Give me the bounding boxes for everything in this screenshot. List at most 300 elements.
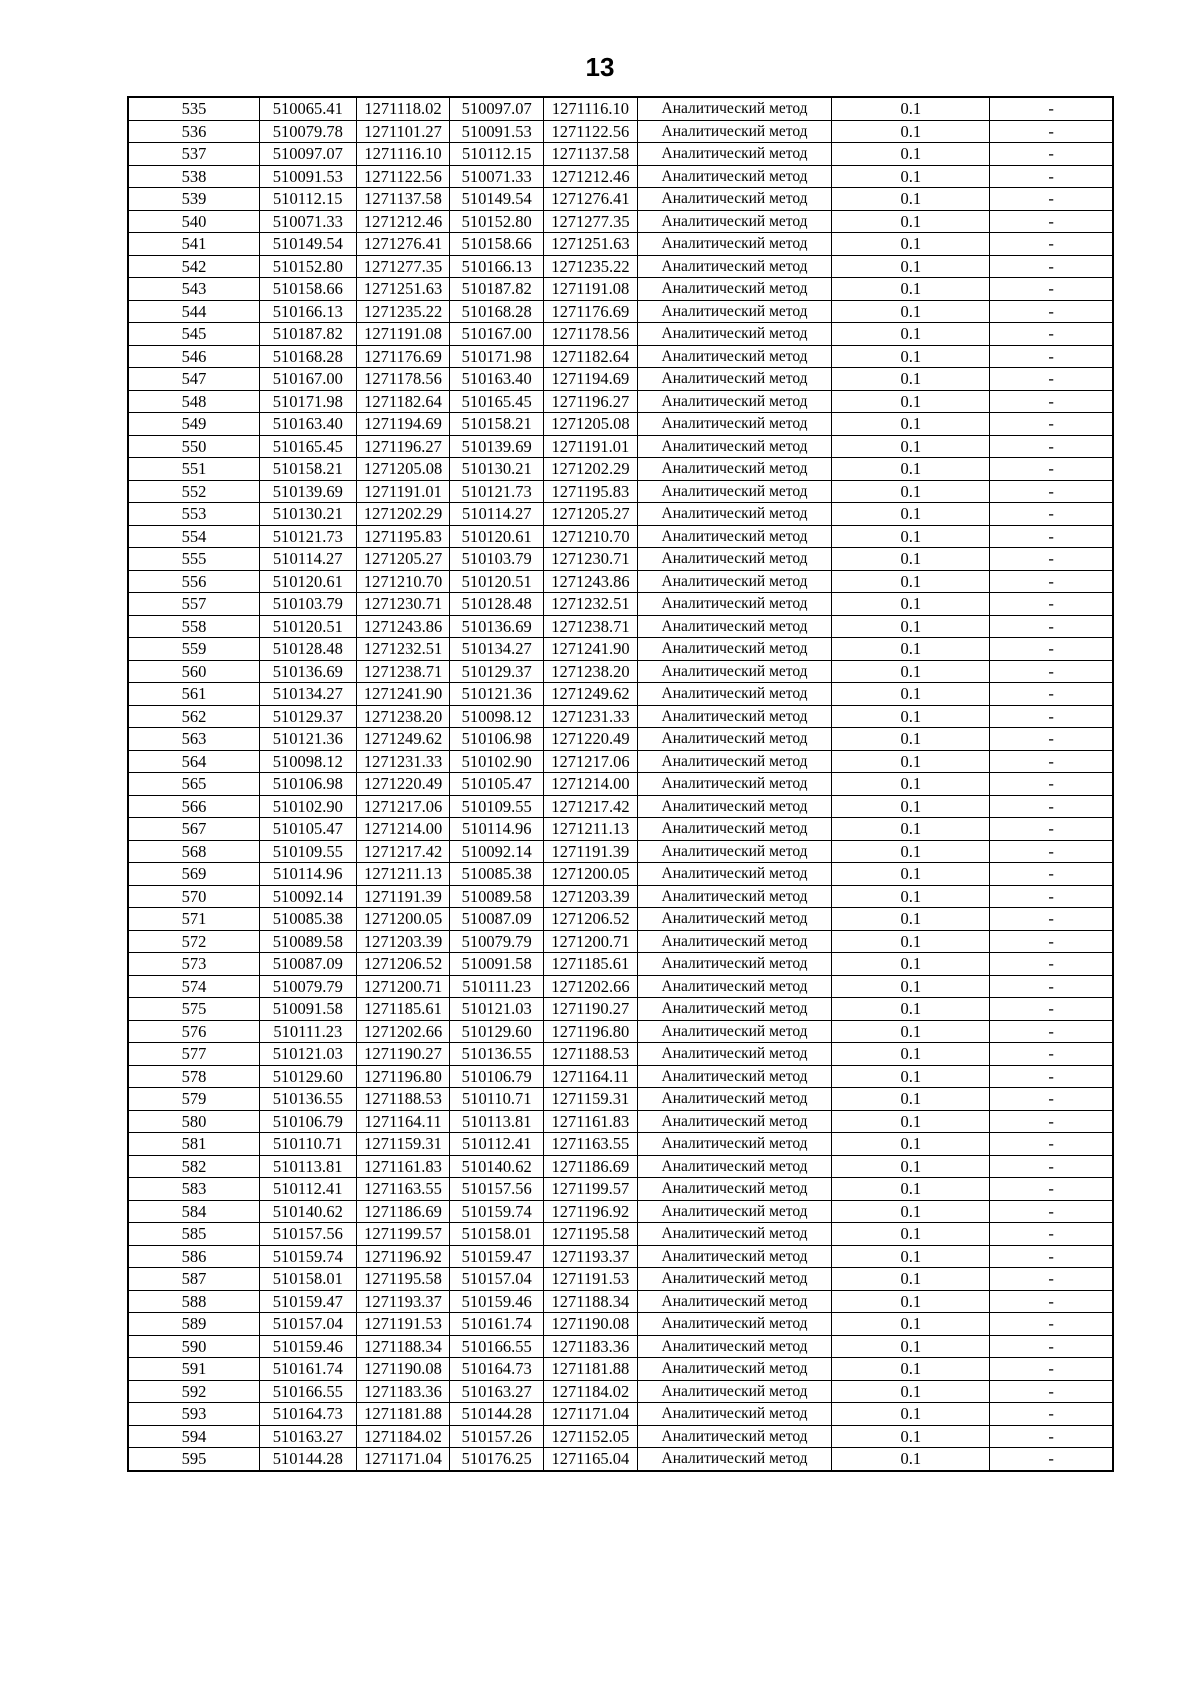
accuracy-cell: 0.1: [832, 570, 990, 593]
note-cell: -: [990, 1290, 1113, 1313]
method-cell: Аналитический метод: [637, 705, 832, 728]
point-number-cell: 559: [128, 638, 259, 661]
x-start-cell: 510103.79: [259, 593, 356, 616]
method-cell: Аналитический метод: [637, 1268, 832, 1291]
table-row: [128, 1268, 1113, 1291]
note-cell: -: [990, 840, 1113, 863]
accuracy-cell: 0.1: [832, 458, 990, 481]
y-end-cell: 1271191.39: [544, 840, 638, 863]
y-end-cell: 1271217.42: [544, 795, 638, 818]
note-cell: -: [990, 795, 1113, 818]
y-end-cell: 1271161.83: [544, 1110, 638, 1133]
method-cell: Аналитический метод: [637, 120, 832, 143]
point-number-cell: 585: [128, 1223, 259, 1246]
point-number-cell: 557: [128, 593, 259, 616]
table-row: [128, 503, 1113, 526]
x-start-cell: 510158.66: [259, 278, 356, 301]
method-cell: Аналитический метод: [637, 525, 832, 548]
method-cell: Аналитический метод: [637, 255, 832, 278]
method-cell: Аналитический метод: [637, 233, 832, 256]
y-end-cell: 1271191.01: [544, 435, 638, 458]
x-end-cell: 510098.12: [450, 705, 544, 728]
x-end-cell: 510089.58: [450, 885, 544, 908]
x-start-cell: 510089.58: [259, 930, 356, 953]
table-row: [128, 1313, 1113, 1336]
accuracy-cell: 0.1: [832, 818, 990, 841]
y-start-cell: 1271206.52: [356, 953, 450, 976]
x-end-cell: 510091.53: [450, 120, 544, 143]
x-end-cell: 510103.79: [450, 548, 544, 571]
table-row: [128, 1155, 1113, 1178]
y-end-cell: 1271205.27: [544, 503, 638, 526]
y-end-cell: 1271194.69: [544, 368, 638, 391]
x-start-cell: 510098.12: [259, 750, 356, 773]
method-cell: Аналитический метод: [637, 210, 832, 233]
point-number-cell: 539: [128, 188, 259, 211]
y-end-cell: 1271241.90: [544, 638, 638, 661]
method-cell: Аналитический метод: [637, 1245, 832, 1268]
note-cell: -: [990, 908, 1113, 931]
table-row: [128, 1290, 1113, 1313]
y-start-cell: 1271161.83: [356, 1155, 450, 1178]
point-number-cell: 544: [128, 300, 259, 323]
x-end-cell: 510166.55: [450, 1335, 544, 1358]
x-end-cell: 510087.09: [450, 908, 544, 931]
y-start-cell: 1271200.05: [356, 908, 450, 931]
table-row: [128, 413, 1113, 436]
accuracy-cell: 0.1: [832, 525, 990, 548]
x-end-cell: 510136.69: [450, 615, 544, 638]
x-end-cell: 510152.80: [450, 210, 544, 233]
x-start-cell: 510166.13: [259, 300, 356, 323]
point-number-cell: 580: [128, 1110, 259, 1133]
table-row: [128, 1223, 1113, 1246]
accuracy-cell: 0.1: [832, 368, 990, 391]
accuracy-cell: 0.1: [832, 1200, 990, 1223]
x-start-cell: 510129.60: [259, 1065, 356, 1088]
x-end-cell: 510114.96: [450, 818, 544, 841]
method-cell: Аналитический метод: [637, 593, 832, 616]
y-start-cell: 1271212.46: [356, 210, 450, 233]
y-end-cell: 1271163.55: [544, 1133, 638, 1156]
y-start-cell: 1271184.02: [356, 1425, 450, 1448]
table-row: [128, 975, 1113, 998]
note-cell: -: [990, 1178, 1113, 1201]
point-number-cell: 545: [128, 323, 259, 346]
method-cell: Аналитический метод: [637, 773, 832, 796]
note-cell: -: [990, 1020, 1113, 1043]
accuracy-cell: 0.1: [832, 278, 990, 301]
x-start-cell: 510187.82: [259, 323, 356, 346]
point-number-cell: 574: [128, 975, 259, 998]
y-start-cell: 1271217.06: [356, 795, 450, 818]
note-cell: -: [990, 233, 1113, 256]
method-cell: Аналитический метод: [637, 818, 832, 841]
x-start-cell: 510113.81: [259, 1155, 356, 1178]
x-start-cell: 510136.69: [259, 660, 356, 683]
y-start-cell: 1271196.27: [356, 435, 450, 458]
method-cell: Аналитический метод: [637, 1425, 832, 1448]
accuracy-cell: 0.1: [832, 840, 990, 863]
table-row: [128, 390, 1113, 413]
accuracy-cell: 0.1: [832, 1358, 990, 1381]
point-number-cell: 541: [128, 233, 259, 256]
accuracy-cell: 0.1: [832, 773, 990, 796]
coordinates-table: [127, 96, 1114, 1472]
note-cell: -: [990, 1448, 1113, 1471]
accuracy-cell: 0.1: [832, 300, 990, 323]
y-start-cell: 1271190.27: [356, 1043, 450, 1066]
point-number-cell: 572: [128, 930, 259, 953]
point-number-cell: 565: [128, 773, 259, 796]
method-cell: Аналитический метод: [637, 390, 832, 413]
table-row: [128, 1110, 1113, 1133]
accuracy-cell: 0.1: [832, 750, 990, 773]
x-end-cell: 510112.41: [450, 1133, 544, 1156]
y-start-cell: 1271276.41: [356, 233, 450, 256]
x-start-cell: 510111.23: [259, 1020, 356, 1043]
x-start-cell: 510136.55: [259, 1088, 356, 1111]
x-start-cell: 510149.54: [259, 233, 356, 256]
note-cell: -: [990, 255, 1113, 278]
y-end-cell: 1271200.71: [544, 930, 638, 953]
accuracy-cell: 0.1: [832, 998, 990, 1021]
y-end-cell: 1271191.08: [544, 278, 638, 301]
x-start-cell: 510092.14: [259, 885, 356, 908]
y-start-cell: 1271199.57: [356, 1223, 450, 1246]
y-end-cell: 1271212.46: [544, 165, 638, 188]
method-cell: Аналитический метод: [637, 998, 832, 1021]
note-cell: -: [990, 1200, 1113, 1223]
note-cell: -: [990, 975, 1113, 998]
note-cell: -: [990, 143, 1113, 166]
x-end-cell: 510128.48: [450, 593, 544, 616]
y-start-cell: 1271203.39: [356, 930, 450, 953]
x-start-cell: 510120.61: [259, 570, 356, 593]
note-cell: -: [990, 1358, 1113, 1381]
x-start-cell: 510065.41: [259, 97, 356, 120]
y-end-cell: 1271235.22: [544, 255, 638, 278]
point-number-cell: 593: [128, 1403, 259, 1426]
point-number-cell: 595: [128, 1448, 259, 1471]
method-cell: Аналитический метод: [637, 480, 832, 503]
point-number-cell: 564: [128, 750, 259, 773]
accuracy-cell: 0.1: [832, 1380, 990, 1403]
point-number-cell: 563: [128, 728, 259, 751]
x-start-cell: 510079.78: [259, 120, 356, 143]
y-end-cell: 1271190.08: [544, 1313, 638, 1336]
y-start-cell: 1271188.34: [356, 1335, 450, 1358]
x-end-cell: 510085.38: [450, 863, 544, 886]
y-end-cell: 1271196.27: [544, 390, 638, 413]
y-end-cell: 1271182.64: [544, 345, 638, 368]
accuracy-cell: 0.1: [832, 863, 990, 886]
x-end-cell: 510121.73: [450, 480, 544, 503]
y-end-cell: 1271190.27: [544, 998, 638, 1021]
y-end-cell: 1271202.29: [544, 458, 638, 481]
table-row: [128, 1133, 1113, 1156]
accuracy-cell: 0.1: [832, 660, 990, 683]
x-start-cell: 510165.45: [259, 435, 356, 458]
accuracy-cell: 0.1: [832, 615, 990, 638]
table-row: [128, 885, 1113, 908]
note-cell: -: [990, 435, 1113, 458]
x-start-cell: 510087.09: [259, 953, 356, 976]
method-cell: Аналитический метод: [637, 728, 832, 751]
accuracy-cell: 0.1: [832, 705, 990, 728]
point-number-cell: 582: [128, 1155, 259, 1178]
y-end-cell: 1271171.04: [544, 1403, 638, 1426]
accuracy-cell: 0.1: [832, 1425, 990, 1448]
table-row: [128, 998, 1113, 1021]
y-start-cell: 1271202.29: [356, 503, 450, 526]
y-start-cell: 1271230.71: [356, 593, 450, 616]
table-row: [128, 1380, 1113, 1403]
y-end-cell: 1271188.53: [544, 1043, 638, 1066]
method-cell: Аналитический метод: [637, 1020, 832, 1043]
y-start-cell: 1271171.04: [356, 1448, 450, 1471]
table-row: [128, 773, 1113, 796]
coordinates-table-body: [128, 97, 1113, 1471]
x-start-cell: 510130.21: [259, 503, 356, 526]
x-end-cell: 510121.03: [450, 998, 544, 1021]
accuracy-cell: 0.1: [832, 1245, 990, 1268]
x-start-cell: 510158.01: [259, 1268, 356, 1291]
table-row: [128, 525, 1113, 548]
y-start-cell: 1271195.58: [356, 1268, 450, 1291]
note-cell: -: [990, 750, 1113, 773]
method-cell: Аналитический метод: [637, 345, 832, 368]
accuracy-cell: 0.1: [832, 975, 990, 998]
x-end-cell: 510171.98: [450, 345, 544, 368]
y-start-cell: 1271211.13: [356, 863, 450, 886]
x-end-cell: 510158.01: [450, 1223, 544, 1246]
y-start-cell: 1271238.20: [356, 705, 450, 728]
y-end-cell: 1271251.63: [544, 233, 638, 256]
point-number-cell: 553: [128, 503, 259, 526]
table-row: [128, 795, 1113, 818]
y-start-cell: 1271217.42: [356, 840, 450, 863]
accuracy-cell: 0.1: [832, 97, 990, 120]
point-number-cell: 551: [128, 458, 259, 481]
accuracy-cell: 0.1: [832, 930, 990, 953]
y-end-cell: 1271165.04: [544, 1448, 638, 1471]
method-cell: Аналитический метод: [637, 638, 832, 661]
accuracy-cell: 0.1: [832, 1133, 990, 1156]
x-end-cell: 510109.55: [450, 795, 544, 818]
y-end-cell: 1271231.33: [544, 705, 638, 728]
point-number-cell: 581: [128, 1133, 259, 1156]
note-cell: -: [990, 818, 1113, 841]
note-cell: -: [990, 1110, 1113, 1133]
y-start-cell: 1271122.56: [356, 165, 450, 188]
y-end-cell: 1271176.69: [544, 300, 638, 323]
x-start-cell: 510121.03: [259, 1043, 356, 1066]
x-end-cell: 510158.21: [450, 413, 544, 436]
table-row: [128, 1448, 1113, 1471]
method-cell: Аналитический метод: [637, 1403, 832, 1426]
x-end-cell: 510130.21: [450, 458, 544, 481]
y-end-cell: 1271181.88: [544, 1358, 638, 1381]
table-row: [128, 660, 1113, 683]
method-cell: Аналитический метод: [637, 368, 832, 391]
table-row: [128, 930, 1113, 953]
x-start-cell: 510168.28: [259, 345, 356, 368]
y-start-cell: 1271251.63: [356, 278, 450, 301]
x-start-cell: 510158.21: [259, 458, 356, 481]
table-row: [128, 908, 1113, 931]
table-row: [128, 1358, 1113, 1381]
accuracy-cell: 0.1: [832, 1155, 990, 1178]
method-cell: Аналитический метод: [637, 1155, 832, 1178]
y-start-cell: 1271118.02: [356, 97, 450, 120]
method-cell: Аналитический метод: [637, 795, 832, 818]
note-cell: -: [990, 885, 1113, 908]
y-end-cell: 1271178.56: [544, 323, 638, 346]
point-number-cell: 540: [128, 210, 259, 233]
x-end-cell: 510105.47: [450, 773, 544, 796]
x-start-cell: 510157.04: [259, 1313, 356, 1336]
note-cell: -: [990, 97, 1113, 120]
accuracy-cell: 0.1: [832, 908, 990, 931]
point-number-cell: 569: [128, 863, 259, 886]
accuracy-cell: 0.1: [832, 1088, 990, 1111]
table-row: [128, 593, 1113, 616]
x-end-cell: 510120.61: [450, 525, 544, 548]
y-end-cell: 1271203.39: [544, 885, 638, 908]
y-start-cell: 1271195.83: [356, 525, 450, 548]
x-start-cell: 510159.46: [259, 1335, 356, 1358]
table-row: [128, 1200, 1113, 1223]
y-end-cell: 1271220.49: [544, 728, 638, 751]
note-cell: -: [990, 615, 1113, 638]
point-number-cell: 536: [128, 120, 259, 143]
table-row: [128, 165, 1113, 188]
table-row: [128, 255, 1113, 278]
x-start-cell: 510110.71: [259, 1133, 356, 1156]
table-row: [128, 840, 1113, 863]
point-number-cell: 535: [128, 97, 259, 120]
x-start-cell: 510163.27: [259, 1425, 356, 1448]
y-end-cell: 1271186.69: [544, 1155, 638, 1178]
method-cell: Аналитический метод: [637, 503, 832, 526]
y-start-cell: 1271137.58: [356, 188, 450, 211]
point-number-cell: 560: [128, 660, 259, 683]
y-start-cell: 1271159.31: [356, 1133, 450, 1156]
x-end-cell: 510166.13: [450, 255, 544, 278]
x-end-cell: 510157.26: [450, 1425, 544, 1448]
x-start-cell: 510121.73: [259, 525, 356, 548]
y-end-cell: 1271249.62: [544, 683, 638, 706]
y-end-cell: 1271184.02: [544, 1380, 638, 1403]
x-start-cell: 510128.48: [259, 638, 356, 661]
x-start-cell: 510167.00: [259, 368, 356, 391]
y-start-cell: 1271185.61: [356, 998, 450, 1021]
x-end-cell: 510110.71: [450, 1088, 544, 1111]
y-start-cell: 1271241.90: [356, 683, 450, 706]
method-cell: Аналитический метод: [637, 930, 832, 953]
y-end-cell: 1271217.06: [544, 750, 638, 773]
point-number-cell: 554: [128, 525, 259, 548]
y-end-cell: 1271183.36: [544, 1335, 638, 1358]
point-number-cell: 592: [128, 1380, 259, 1403]
accuracy-cell: 0.1: [832, 638, 990, 661]
x-end-cell: 510168.28: [450, 300, 544, 323]
y-end-cell: 1271243.86: [544, 570, 638, 593]
y-start-cell: 1271231.33: [356, 750, 450, 773]
y-start-cell: 1271210.70: [356, 570, 450, 593]
table-row: [128, 863, 1113, 886]
x-end-cell: 510079.79: [450, 930, 544, 953]
table-row: [128, 1245, 1113, 1268]
method-cell: Аналитический метод: [637, 1043, 832, 1066]
accuracy-cell: 0.1: [832, 345, 990, 368]
y-end-cell: 1271122.56: [544, 120, 638, 143]
y-start-cell: 1271178.56: [356, 368, 450, 391]
point-number-cell: 578: [128, 1065, 259, 1088]
table-row: [128, 368, 1113, 391]
y-start-cell: 1271176.69: [356, 345, 450, 368]
page-number: 13: [585, 52, 615, 82]
x-end-cell: 510120.51: [450, 570, 544, 593]
table-row: [128, 1335, 1113, 1358]
table-row: [128, 143, 1113, 166]
accuracy-cell: 0.1: [832, 435, 990, 458]
x-end-cell: 510157.04: [450, 1268, 544, 1291]
accuracy-cell: 0.1: [832, 233, 990, 256]
point-number-cell: 584: [128, 1200, 259, 1223]
method-cell: Аналитический метод: [637, 278, 832, 301]
x-end-cell: 510144.28: [450, 1403, 544, 1426]
x-start-cell: 510129.37: [259, 705, 356, 728]
table-row: [128, 435, 1113, 458]
accuracy-cell: 0.1: [832, 1223, 990, 1246]
accuracy-cell: 0.1: [832, 1403, 990, 1426]
table-row: [128, 548, 1113, 571]
note-cell: -: [990, 120, 1113, 143]
table-row: [128, 210, 1113, 233]
x-end-cell: 510176.25: [450, 1448, 544, 1471]
x-start-cell: 510091.58: [259, 998, 356, 1021]
table-row: [128, 615, 1113, 638]
table-row: [128, 233, 1113, 256]
y-start-cell: 1271243.86: [356, 615, 450, 638]
note-cell: -: [990, 300, 1113, 323]
note-cell: -: [990, 1313, 1113, 1336]
x-end-cell: 510129.60: [450, 1020, 544, 1043]
method-cell: Аналитический метод: [637, 840, 832, 863]
note-cell: -: [990, 278, 1113, 301]
x-end-cell: 510134.27: [450, 638, 544, 661]
method-cell: Аналитический метод: [637, 1335, 832, 1358]
note-cell: -: [990, 1268, 1113, 1291]
y-start-cell: 1271190.08: [356, 1358, 450, 1381]
y-start-cell: 1271101.27: [356, 120, 450, 143]
accuracy-cell: 0.1: [832, 1448, 990, 1471]
note-cell: -: [990, 1425, 1113, 1448]
table-row: [128, 97, 1113, 120]
method-cell: Аналитический метод: [637, 615, 832, 638]
point-number-cell: 555: [128, 548, 259, 571]
point-number-cell: 586: [128, 1245, 259, 1268]
x-start-cell: 510140.62: [259, 1200, 356, 1223]
x-end-cell: 510159.46: [450, 1290, 544, 1313]
note-cell: -: [990, 998, 1113, 1021]
note-cell: -: [990, 1335, 1113, 1358]
accuracy-cell: 0.1: [832, 1043, 990, 1066]
x-start-cell: 510120.51: [259, 615, 356, 638]
method-cell: Аналитический метод: [637, 1380, 832, 1403]
